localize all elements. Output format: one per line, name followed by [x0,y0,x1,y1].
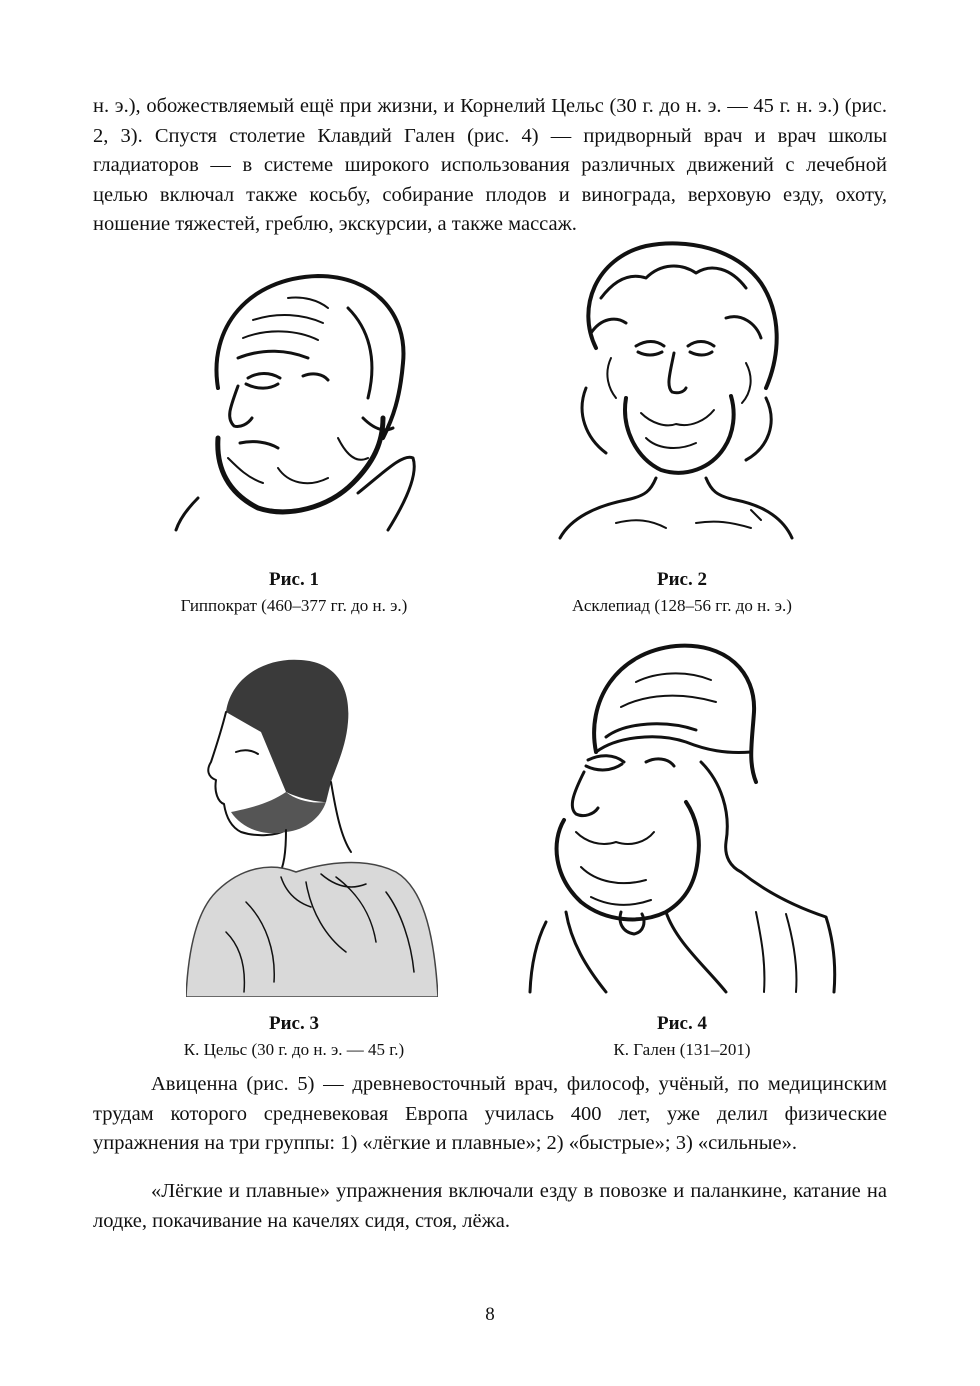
figure-4-portrait-galen [526,642,838,997]
figure-1-portrait-hippocrates [168,268,420,538]
figure-3-portrait-celsus [186,652,438,997]
paragraph-light-exercises: «Лёгкие и плавные» упражнения включали езду в повозке и паланкине, катание на лодке, покачивание на качелях сидя, стоя, лёжа. [93,1180,887,1232]
figure-3-caption: К. Цельс (30 г. до н. э. — 45 г.) [183,1040,405,1059]
figure-2-portrait-asclepiades [556,238,796,550]
figure-1-caption: Гиппократ (460–377 гг. до н. э.) [180,596,408,615]
figure-4-caption: К. Гален (131–201) [613,1040,751,1059]
paragraph-avicenna: Авиценна (рис. 5) — древневосточный врач, философ, учёный, по медицинским трудам которого средневековая Европа училась 400 лет, уже делил физические упражнения на три группы: 1) «лёгкие и плавные»; 2) «быстрые»; 3) «сильные». [93,1073,887,1154]
figure-4-title: Рис. 4 [657,1013,707,1034]
figure-2-caption: Асклепиад (128–56 гг. до н. э.) [572,596,792,615]
figure-1-title: Рис. 1 [269,569,319,590]
intro-paragraph: н. э.), обожествляемый ещё при жизни, и Корнелий Цельс (30 г. до н. э. — 45 г. н. э.) (рис. 2, 3). Спустя столетие Клавдий Гален (рис. 4) — придворный врач и врач школы гладиаторов — в системе широкого использования различных движений с лечебной целью включал также косьбу, собирание плодов и винограда, верховую езду, охоту, ношение тяжестей, греблю, экскурсии, а также массаж. [93,95,887,235]
figure-3-title: Рис. 3 [269,1013,319,1034]
page-number: 8 [485,1304,495,1325]
figure-2-title: Рис. 2 [657,569,707,590]
